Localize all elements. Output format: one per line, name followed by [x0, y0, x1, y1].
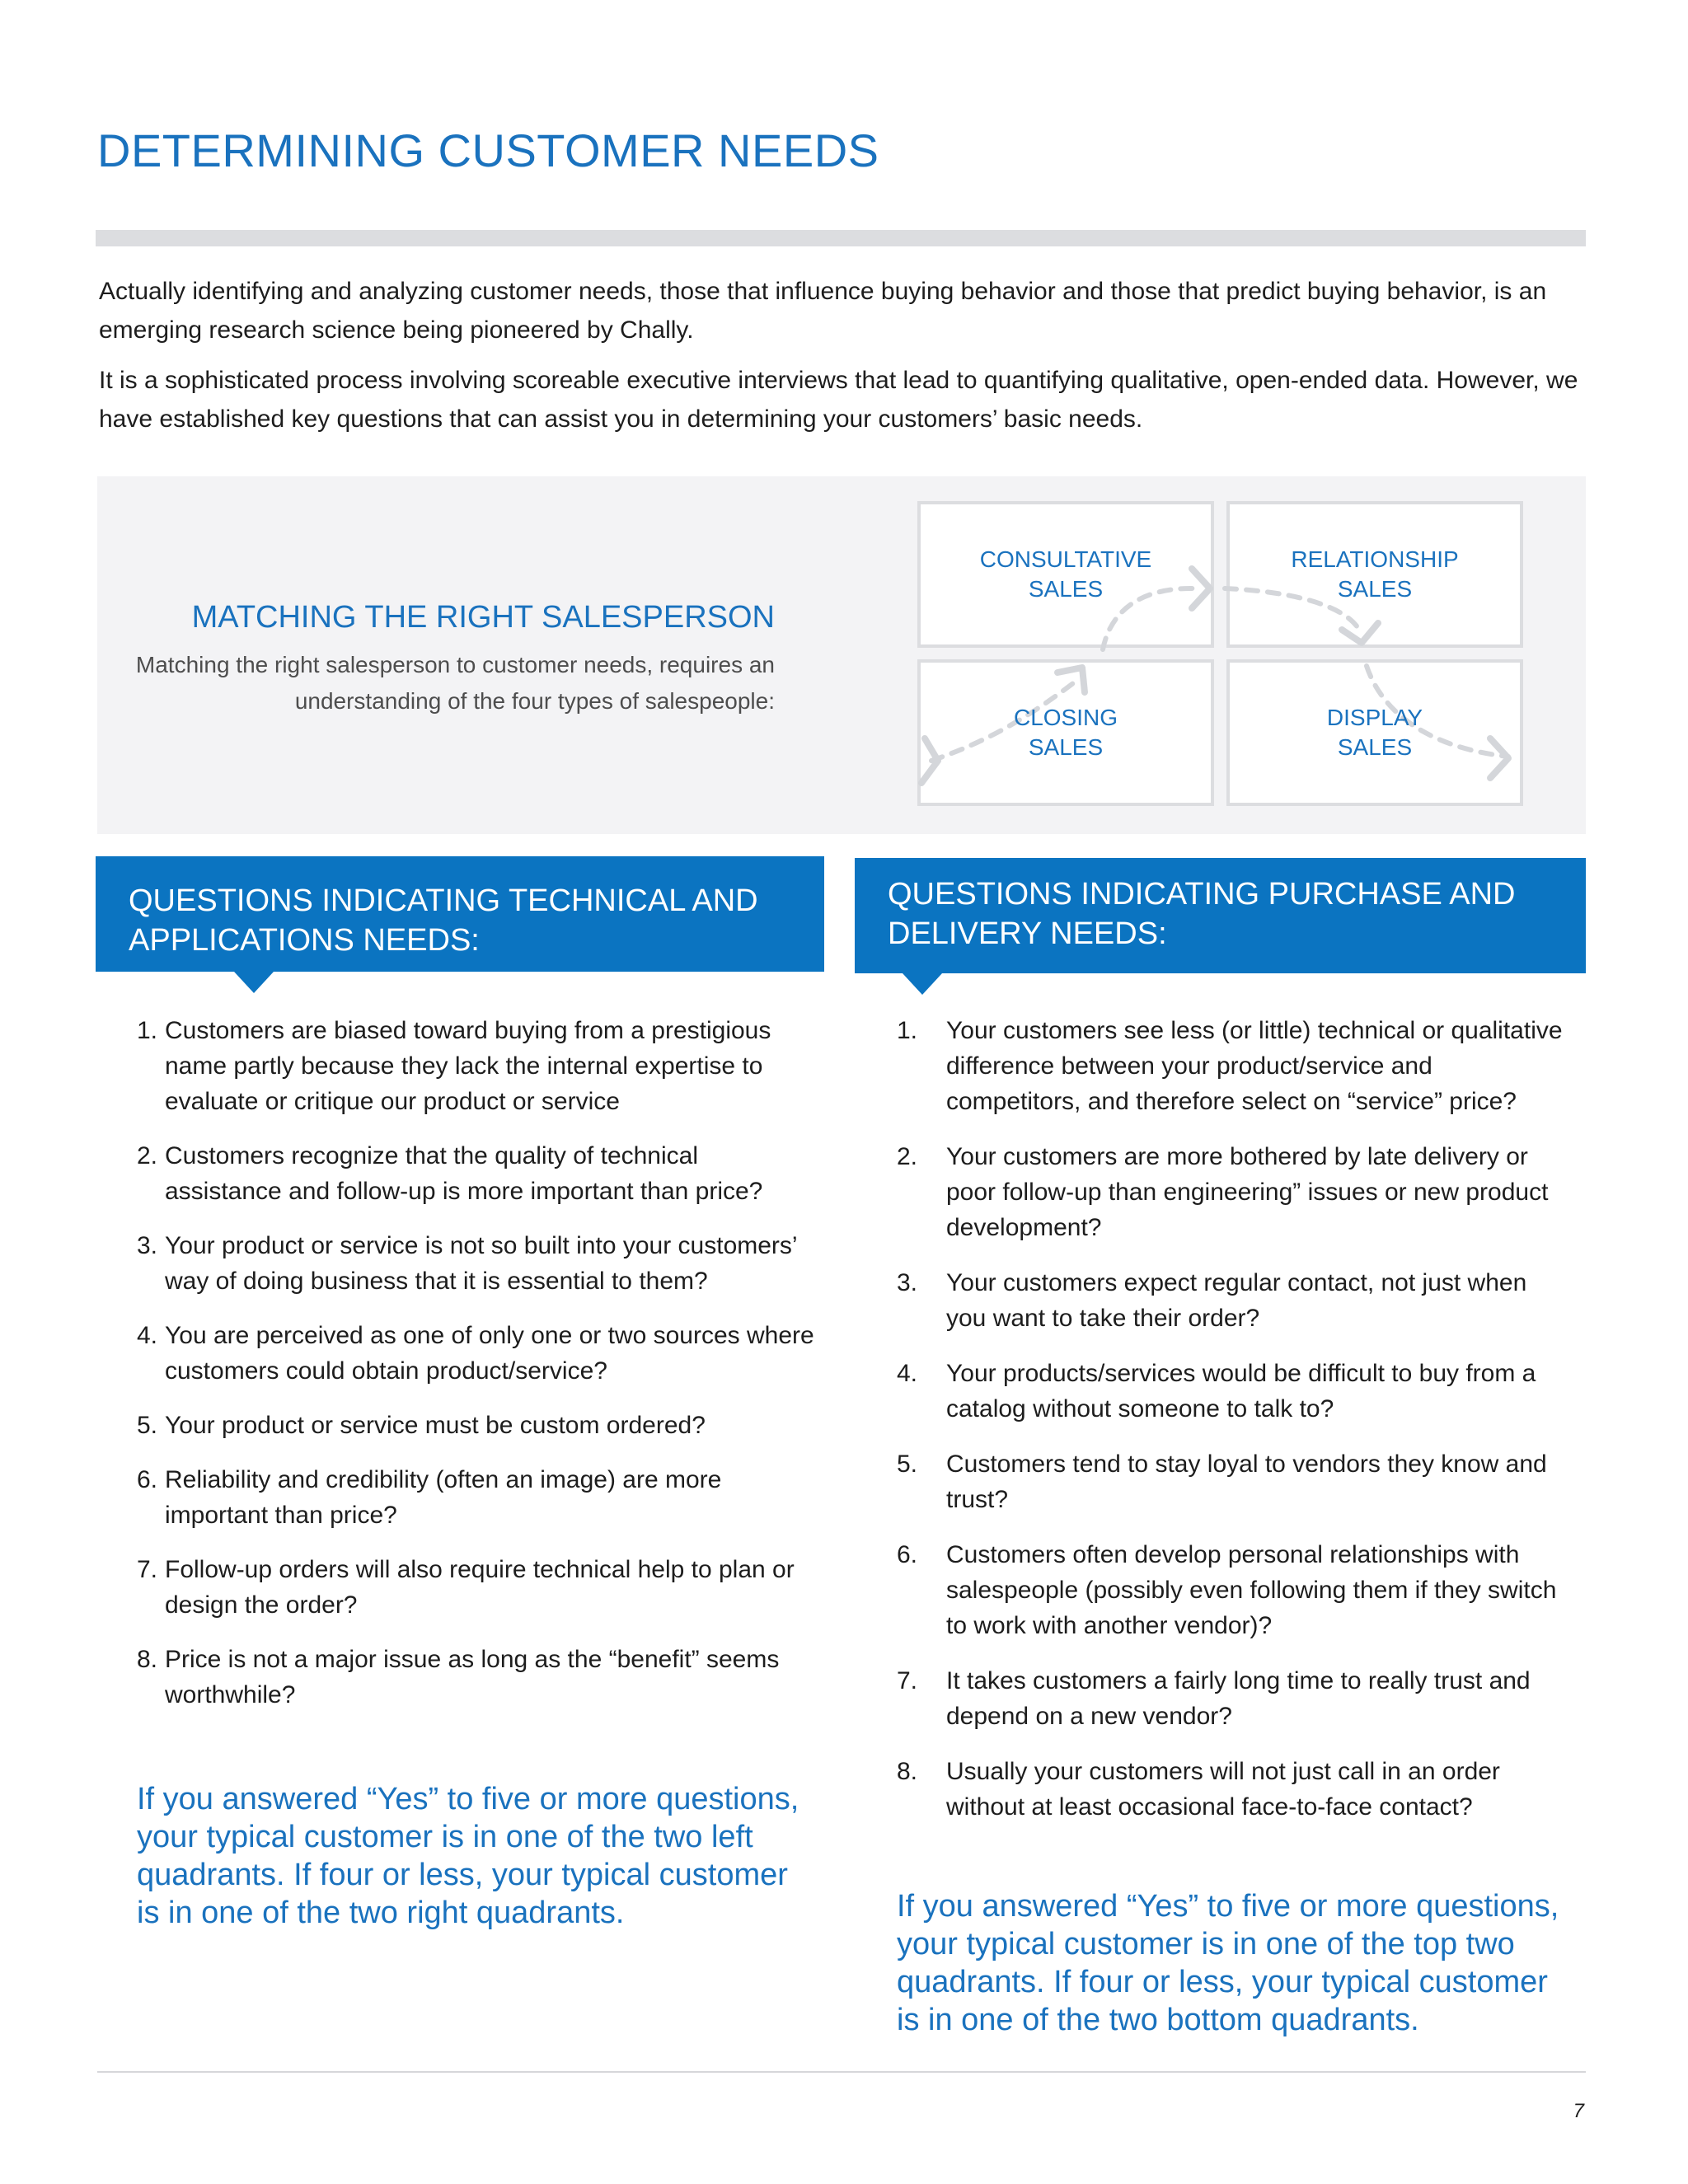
intro-paragraph-1: Actually identifying and analyzing customer needs, those that influence buying behavior and those that predict buying behavior, is an emerging research science being pioneered by Chally. — [99, 278, 1547, 344]
list-item: 3. Your product or service is not so built into your customers’ way of doing business that it is essential to them? — [137, 1232, 797, 1295]
list-item: 2. Your customers are more bothered by late delivery or poor follow-up than engineering” issues or new product development? — [897, 1143, 1549, 1241]
list-item: 6. Customers often develop personal relationships with salespeople (possibly even following them if they switch to work with another vendor)? — [897, 1541, 1557, 1639]
page-title: DETERMINING CUSTOMER NEEDS — [97, 124, 879, 176]
list-item: 5. Customers tend to stay loyal to vendors they know and trust? — [897, 1451, 1547, 1513]
quadrant-label-consultative: CONSULTATIVE SALES — [979, 546, 1152, 602]
list-item: 4. You are perceived as one of only one or two sources where customers could obtain product/service? — [137, 1322, 814, 1385]
quadrant-label-relationship: RELATIONSHIP SALES — [1291, 546, 1459, 602]
title-divider — [96, 230, 1586, 246]
list-item: 6. Reliability and credibility (often an image) are more important than price? — [137, 1466, 722, 1529]
list-item: 4. Your products/services would be difficult to buy from a catalog without someone to talk to? — [897, 1360, 1536, 1422]
list-item: 1. Your customers see less (or little) technical or qualitative difference between your product/service and competitors, and therefore select on “service” price? — [897, 1017, 1563, 1115]
list-item: 2. Customers recognize that the quality of technical assistance and follow-up is more important than price? — [137, 1142, 763, 1205]
quadrant-label-closing: CLOSING SALES — [1013, 705, 1118, 760]
purchase-needs-heading: QUESTIONS INDICATING PURCHASE AND DELIVERY NEEDS: — [888, 877, 1516, 951]
purchase-needs-banner — [855, 858, 1586, 973]
list-item: 7. It takes customers a fairly long time to really trust and depend on a new vendor? — [897, 1667, 1531, 1730]
page-number: 7 — [1573, 2100, 1584, 2122]
arrowhead-right — [1490, 738, 1508, 778]
arrowhead-relationship — [1342, 623, 1378, 643]
quadrant-label-display: DISPLAY SALES — [1326, 705, 1423, 760]
list-item: 7. Follow-up orders will also require technical help to plan or design the order? — [137, 1556, 795, 1619]
quadrant-flow-arrows — [97, 476, 1586, 834]
list-item: 3. Your customers expect regular contact, not just when you want to take their order? — [897, 1269, 1527, 1332]
technical-questions-list — [137, 1013, 821, 1732]
purchase-questions-list — [897, 1013, 1573, 1844]
technical-needs-heading: QUESTIONS INDICATING TECHNICAL AND APPLICATIONS NEEDS: — [129, 883, 758, 958]
banner-pointer — [234, 972, 274, 993]
footer-divider — [97, 2071, 1586, 2073]
intro-section — [99, 272, 1582, 450]
arrowhead-closing — [1057, 668, 1085, 692]
salesperson-quadrant-grid — [97, 476, 1586, 834]
matching-heading: MATCHING THE RIGHT SALESPERSON — [191, 600, 775, 635]
technical-needs-banner — [96, 856, 824, 972]
matching-panel — [97, 476, 1586, 834]
purchase-conclusion: If you answered “Yes” to five or more questions, your typical customer is in one of the top two quadrants. If four or less, your typical customer is in one of the two bottom quadrants. — [897, 1889, 1559, 2037]
banner-pointer — [903, 973, 942, 995]
matching-description: Matching the right salesperson to customer needs, requires an understanding of the four types of salespeople: — [135, 652, 775, 714]
list-item: 8. Usually your customers will not just call in an order without at least occasional face-to-face contact? — [897, 1758, 1500, 1821]
list-item: 5. Your product or service must be custom ordered? — [137, 1412, 706, 1439]
list-item: 8. Price is not a major issue as long as the “benefit” seems worthwhile? — [137, 1646, 780, 1708]
list-item: 1. Customers are biased toward buying from a prestigious name partly because they lack the internal expertise to evaluate or critique our product or service — [137, 1017, 771, 1115]
intro-paragraph-2: It is a sophisticated process involving scoreable executive interviews that lead to quantifying qualitative, open-ended data. However, we have established key questions that can assist you in determining your customers’ basic needs. — [99, 367, 1578, 433]
technical-conclusion: If you answered “Yes” to five or more questions, your typical customer is in one of the two left quadrants. If four or less, your typical customer is in one of the two right quadrants. — [137, 1782, 799, 1930]
